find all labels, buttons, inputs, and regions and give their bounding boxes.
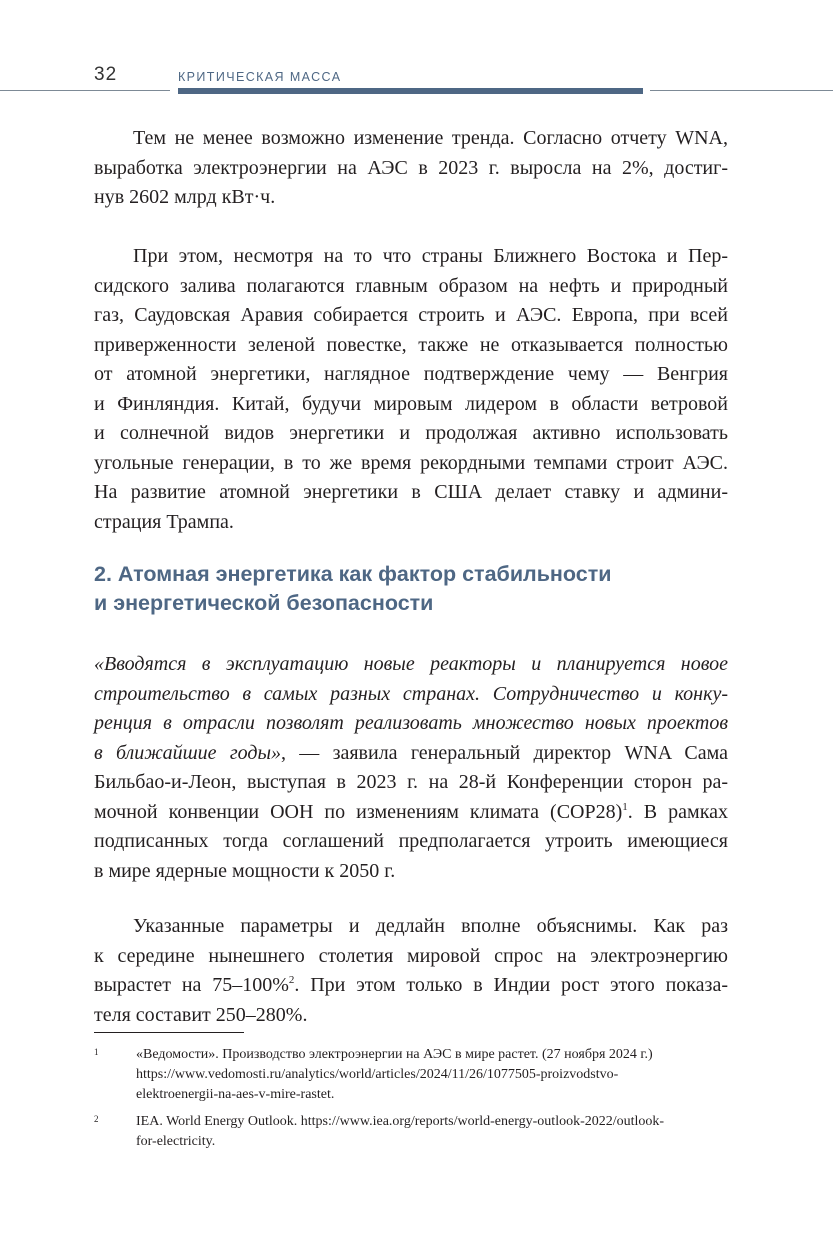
- text-line: теля составит 250–280%.: [94, 1003, 308, 1026]
- text-line: [94, 680, 728, 710]
- text-line: Указанные параметры и дедлайн вполне объяснимы. Как раз: [133, 915, 728, 937]
- text-line: и Финляндия. Китай, будучи мировым лидером в области ветровой: [94, 392, 728, 415]
- text-fragment: , — заявила генеральный директор WNA Сама: [281, 741, 728, 764]
- paragraph-quote: [94, 650, 728, 886]
- text-line: [94, 798, 728, 828]
- text-fragment: вырастет на 75–100%: [94, 974, 289, 996]
- heading-line: и энергетической безопасности: [94, 591, 434, 615]
- text-line: На развитие атомной энергетики в США делает ставку и админи-: [94, 481, 728, 503]
- paragraph-4: [94, 912, 728, 1030]
- text-line: [94, 709, 728, 739]
- text-fragment: . В рамках: [627, 800, 728, 823]
- footnote-link-line[interactable]: IEA. World Energy Outlook. https://www.iea.org/reports/world-energy-outlook-2022/outlook-: [136, 1114, 665, 1129]
- text-line: в мире ядерные мощности к 2050 г.: [94, 859, 396, 882]
- text-line: угольные генерации, в то же время рекордными темпами строит АЭС.: [94, 451, 728, 474]
- text-line: и солнечной видов энергетики и продолжая активно использовать: [94, 422, 728, 444]
- footnote-line: «Ведомости». Производство электроэнергии на АЭС в мире растет. (27 ноября 2024 г.): [136, 1047, 653, 1062]
- paragraph-1: [94, 124, 728, 213]
- footnote-link-line[interactable]: elektroenergii-na-aes-v-mire-rastet.: [136, 1087, 335, 1102]
- text-line: к середине нынешнего столетия мировой спрос на электроэнергию: [94, 944, 728, 967]
- paragraph-2: [94, 242, 728, 537]
- footnote-separator: [94, 1032, 244, 1033]
- running-title: КРИТИЧЕСКАЯ МАССА: [178, 70, 342, 84]
- section-heading: [94, 560, 734, 618]
- quote-text: в ближайшие годы»: [94, 741, 282, 764]
- footnote-number: 1: [94, 1047, 99, 1057]
- footnote-ref-1[interactable]: 1: [622, 800, 628, 813]
- heading-line: 2. Атомная энергетика как фактор стабильности: [94, 562, 612, 586]
- footnote-link-line[interactable]: https://www.vedomosti.ru/analytics/world/articles/2024/11/26/1077505-proizvodstvo-: [136, 1067, 619, 1082]
- header-rule-left: [0, 90, 170, 91]
- footnote-1: [94, 1045, 728, 1105]
- text-line: Тем не менее возможно изменение тренда. Согласно отчету WNA,: [133, 127, 728, 149]
- text-line: [94, 650, 728, 680]
- text-fragment: . При этом только в Индии рост этого показа-: [294, 974, 728, 996]
- quote-text: «Вводятся в эксплуатацию новые реакторы и планируется новое: [94, 653, 728, 675]
- text-line: [94, 739, 728, 769]
- text-line: Бильбао-и-Леон, выступая в 2023 г. на 28-й Конференции сторон ра-: [94, 771, 728, 793]
- text-line: выработка электроэнергии на АЭС в 2023 г. выросла на 2%, достиг-: [94, 156, 728, 179]
- text-line: газ, Саудовская Аравия собирается строить и АЭС. Европа, при всей: [94, 304, 728, 326]
- text-fragment: мочной конвенции ООН по изменениям климата (COP28): [94, 800, 623, 823]
- text-line: страция Трампа.: [94, 510, 234, 533]
- footnote-text: [136, 1045, 728, 1105]
- text-line: приверженности зеленой повестке, также не отказывается полностью: [94, 333, 728, 356]
- text-line: сидского залива полагаются главным образом на нефть и природный: [94, 274, 728, 297]
- text-line: [94, 971, 728, 1001]
- page-number: 32: [94, 64, 118, 85]
- quote-text: ренция в отрасли позволят реализовать множество новых проектов: [94, 712, 728, 734]
- footnote-number: 2: [94, 1114, 99, 1124]
- footnote-link-line[interactable]: for-electricity.: [136, 1134, 216, 1149]
- text-line: от атомной энергетики, наглядное подтверждение чему — Венгрия: [94, 363, 728, 385]
- text-line: подписанных тогда соглашений предполагается утроить имеющиеся: [94, 830, 728, 852]
- header-rule-right: [650, 90, 833, 91]
- quote-text: строительство в самых разных странах. Сотрудничество и конку-: [94, 682, 728, 705]
- footnote-ref-2[interactable]: 2: [288, 974, 295, 986]
- footnote-text: [136, 1112, 728, 1152]
- text-line: нув 2602 млрд кВт·ч.: [94, 186, 276, 208]
- text-line: При этом, несмотря на то что страны Ближнего Востока и Пер-: [133, 245, 728, 267]
- header-accent-bar: [178, 88, 643, 94]
- footnote-2: [94, 1112, 728, 1152]
